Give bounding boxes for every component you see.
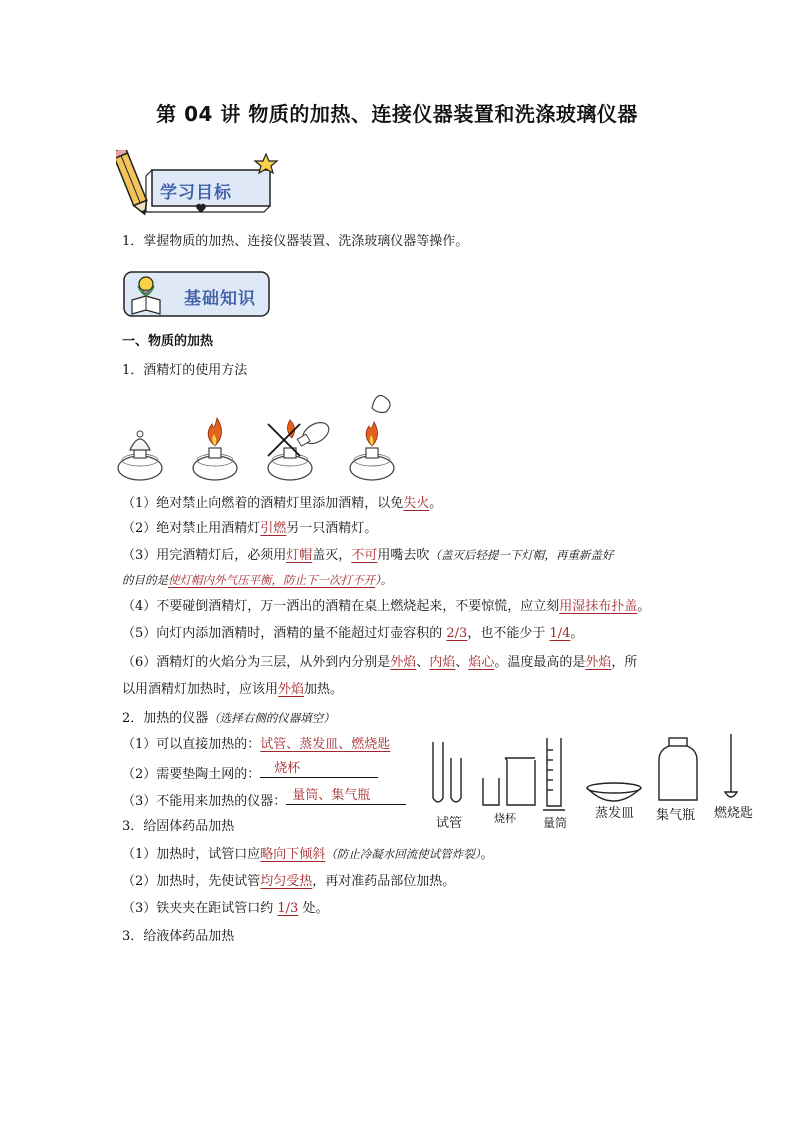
rule-3: （3）用完酒精灯后，必须用灯帽盖灭，不可用嘴去吹（盖灭后轻提一下灯帽，再重新盖好 xyxy=(122,548,614,563)
lit-lamp-icon xyxy=(350,422,394,480)
rule-6: （6）酒精灯的火焰分为三层，从外到内分别是外焰、内焰、焰心。温度最高的是外焰，所 xyxy=(122,655,638,670)
measuring-cylinder-icon xyxy=(543,738,565,810)
section-heading: 一、物质的加热 xyxy=(122,334,214,349)
goals-badge-label: 学习目标 xyxy=(160,183,232,203)
goal-item: 1．掌握物质的加热、连接仪器装置、洗涤玻璃仪器等操作。 xyxy=(122,234,469,249)
solid-item-3: （3）铁夹夹在距试管口约 1/3 处。 xyxy=(122,901,329,916)
solid-item-2: （2）加热时，先使试管均匀受热，再对准药品部位加热。 xyxy=(122,874,456,889)
rule-2: （2）绝对禁止用酒精灯引燃另一只酒精灯。 xyxy=(122,521,378,536)
heat-item-3: （3）不能用来加热的仪器： 量筒、集气瓶 xyxy=(122,790,406,811)
subsection-heading: 3．给固体药品加热 xyxy=(122,819,235,834)
label-dish: 蒸发皿 xyxy=(595,806,635,821)
basics-badge-label: 基础知识 xyxy=(184,289,256,309)
basics-badge xyxy=(122,270,272,320)
combustion-spoon-icon xyxy=(725,734,737,797)
subsection-heading: 3．给液体药品加热 xyxy=(122,929,235,944)
rule-3-cont: 的目的是使灯帽内外气压平衡，防止下一次打不开）。 xyxy=(122,573,393,587)
label-cylinder: 量筒 xyxy=(543,816,568,830)
lit-lamp-icon xyxy=(193,418,237,480)
gas-bottle-icon xyxy=(659,738,697,800)
goals-badge xyxy=(116,150,286,220)
evaporating-dish-icon xyxy=(587,783,641,801)
label-gas-bottle: 集气瓶 xyxy=(656,808,696,823)
forbidden-lighting-icon xyxy=(268,418,332,480)
rule-4: （4）不要碰倒酒精灯，万一洒出的酒精在桌上燃烧起来，不要惊慌，应立刻用湿抹布扑盖。 xyxy=(122,599,651,614)
subsection-heading: 2．加热的仪器（选择右侧的仪器填空） xyxy=(122,711,335,726)
page-title: 第 04 讲 物质的加热、连接仪器装置和洗涤玻璃仪器 xyxy=(156,102,638,126)
beaker-icon xyxy=(483,758,535,805)
solid-item-1: （1）加热时，试管口应略向下倾斜（防止冷凝水回流使试管炸裂）。 xyxy=(122,847,494,862)
lifted-cap-icon xyxy=(372,396,390,413)
label-beaker: 烧杯 xyxy=(494,812,516,825)
lamp-with-cap-icon xyxy=(118,431,162,480)
rule-5: （5）向灯内添加酒精时，酒精的量不能超过灯壶容积的 2/3，也不能少于 1/4。 xyxy=(122,626,584,641)
heat-item-2: （2）需要垫陶土网的： 烧杯 xyxy=(122,763,378,784)
label-test-tube: 试管 xyxy=(436,816,463,831)
alcohol-lamp-illustration xyxy=(110,388,410,488)
subsection-heading: 1．酒精灯的使用方法 xyxy=(122,363,248,378)
rule-1: （1）绝对禁止向燃着的酒精灯里添加酒精，以免失火。 xyxy=(122,496,443,511)
rule-6-cont: 以用酒精灯加热时，应该用外焰加热。 xyxy=(122,682,344,697)
label-spoon: 燃烧匙 xyxy=(714,806,754,821)
test-tube-icon xyxy=(433,742,461,802)
heat-item-1: （1）可以直接加热的：试管、蒸发皿、燃烧匙 xyxy=(122,737,391,752)
